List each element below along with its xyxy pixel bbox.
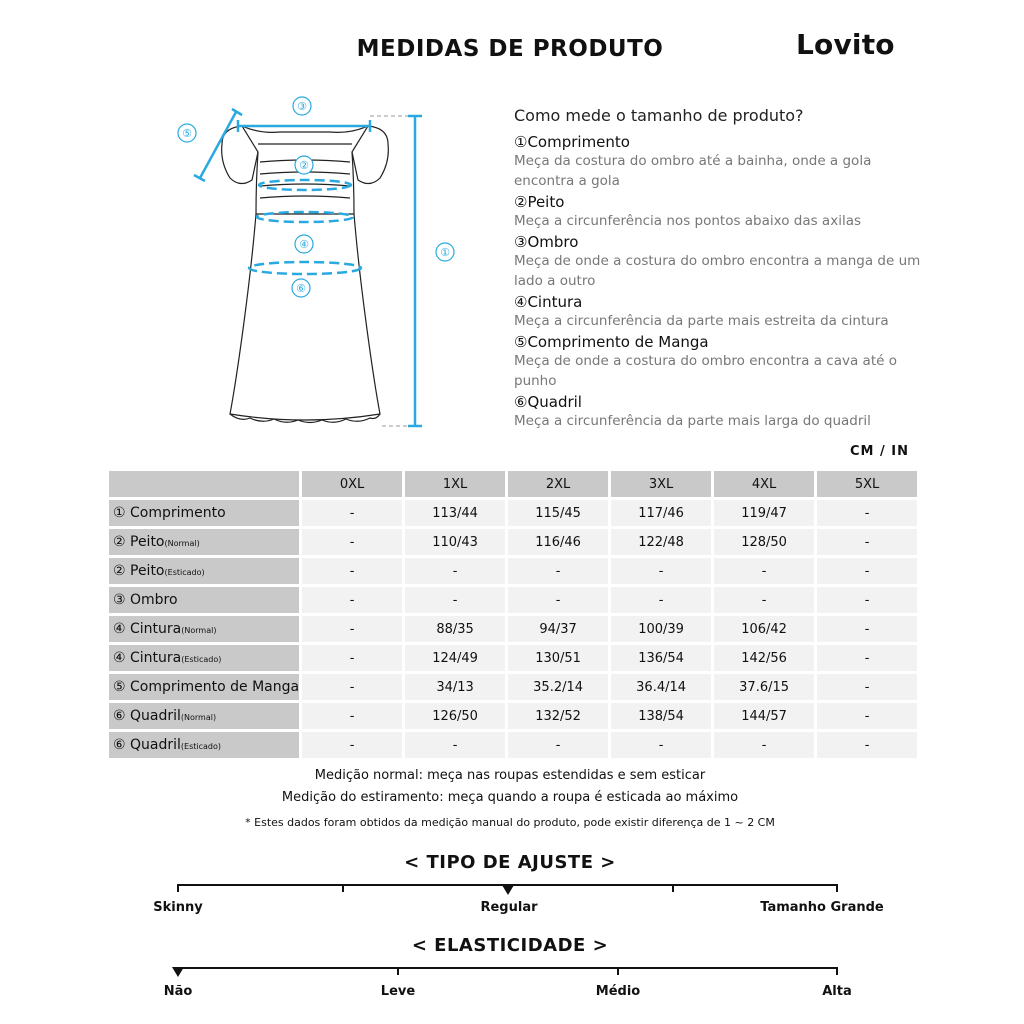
fit-scale-title: < TIPO DE AJUSTE > [404,852,616,873]
guide-item-desc: Meça a circunferência da parte mais larga do quadril [514,413,871,429]
table-cell: 124/49 [405,645,505,671]
measurement-guide [514,106,934,433]
table-cell: - [714,558,814,584]
table-cell: - [302,529,402,555]
fit-selected-marker-icon [502,885,514,895]
table-row [109,529,917,555]
table-cell: - [817,529,917,555]
table-cell: 136/54 [611,645,711,671]
size-header: 5XL [817,471,917,497]
note-stretch-measurement: Medição do estiramento: meça quando a roupa é esticada ao máximo [281,790,739,805]
elasticity-scale-line [178,967,838,969]
table-cell: 116/46 [508,529,608,555]
table-cell: - [302,558,402,584]
table-cell: - [817,732,917,758]
guide-item-head: ③Ombro [514,233,579,251]
table-corner [109,471,299,497]
table-cell: - [817,703,917,729]
row-label-text: ④ Cintura [113,650,182,666]
guide-item-desc: Meça da costura do ombro até a bainha, onde a gola encontra a gola [514,153,872,189]
guide-item-sleeve [514,333,934,391]
table-cell: 144/57 [714,703,814,729]
row-label-qualifier: (Normal) [180,713,217,722]
table-cell: - [302,674,402,700]
table-cell: - [817,587,917,613]
table-cell: 115/45 [508,500,608,526]
fit-label-regular: Regular [480,900,538,915]
guide-item-desc: Meça de onde a costura do ombro encontra a cava até o punho [514,353,897,389]
row-label [109,500,299,526]
row-label-text: ④ Cintura [113,621,182,637]
row-label-text: ② Peito [113,534,165,550]
guide-item-head: ①Comprimento [514,133,630,151]
table-cell: - [714,732,814,758]
guide-item-waist [514,293,934,331]
table-cell: 119/47 [714,500,814,526]
row-label-qualifier: (Esticado) [164,568,205,577]
guide-item-length [514,133,934,191]
table-cell: - [817,500,917,526]
elasticity-label-light: Leve [380,984,416,999]
marker-sleeve: ⑤ [182,127,192,140]
size-header: 2XL [508,471,608,497]
table-row [109,732,917,758]
table-cell: - [302,587,402,613]
table-cell: - [817,645,917,671]
table-cell: - [611,558,711,584]
elasticity-label-medium: Médio [595,984,641,999]
marker-waist: ④ [299,238,309,251]
table-cell: - [302,703,402,729]
row-label [109,674,299,700]
table-cell: 37.6/15 [714,674,814,700]
table-row [109,674,917,700]
fit-label-skinny: Skinny [153,900,203,915]
guide-question: Como mede o tamanho de produto? [514,106,804,125]
row-label-qualifier: (Normal) [164,539,200,548]
table-cell: - [714,587,814,613]
table-cell: 106/42 [714,616,814,642]
table-cell: 122/48 [611,529,711,555]
elasticity-scale-tick [397,967,399,975]
row-label [109,732,299,758]
size-header: 1XL [405,471,505,497]
table-cell: - [405,732,505,758]
guide-item-desc: Meça a circunferência da parte mais estreita da cintura [514,313,889,329]
guide-item-desc: Meça a circunferência nos pontos abaixo das axilas [514,213,862,229]
row-label [109,645,299,671]
table-cell: 110/43 [405,529,505,555]
elasticity-scale-title: < ELASTICIDADE > [411,935,609,956]
table-cell: - [817,674,917,700]
row-label-text: ③ Ombro [113,592,178,608]
guide-item-head: ⑤Comprimento de Manga [514,333,709,351]
size-header: 4XL [714,471,814,497]
table-cell: - [302,645,402,671]
table-cell: - [817,616,917,642]
dress-measurement-diagram [170,92,470,432]
size-header: 3XL [611,471,711,497]
elasticity-label-none: Não [163,984,193,999]
table-cell: - [302,500,402,526]
table-cell: 35.2/14 [508,674,608,700]
marker-hip: ⑥ [296,282,306,295]
table-cell: 138/54 [611,703,711,729]
table-row [109,587,917,613]
units-label: CM / IN [850,444,909,459]
row-label [109,587,299,613]
row-label [109,529,299,555]
row-label-text: ⑥ Quadril [113,708,181,724]
table-header-row [109,471,917,497]
table-cell: 132/52 [508,703,608,729]
table-cell: - [817,558,917,584]
elasticity-selected-marker-icon [172,967,184,977]
table-cell: - [302,616,402,642]
row-label-qualifier: (Esticado) [181,655,222,664]
table-cell: 126/50 [405,703,505,729]
row-label [109,558,299,584]
guide-item-desc: Meça de onde a costura do ombro encontra a manga de um lado a outro [514,253,921,289]
row-label-text: ⑤ Comprimento de Manga [113,679,300,695]
fit-scale-tick [177,884,179,892]
table-cell: - [302,732,402,758]
marker-chest: ② [299,159,309,172]
table-cell: 94/37 [508,616,608,642]
table-body [109,500,917,758]
fit-scale-tick [836,884,838,892]
fit-scale-tick [342,884,344,892]
table-row [109,616,917,642]
table-cell: 100/39 [611,616,711,642]
elasticity-label-high: Alta [822,984,852,999]
note-disclaimer: * Estes dados foram obtidos da medição manual do produto, pode existir diferença de 1 ~ 2 CM [245,816,775,829]
table-cell: 128/50 [714,529,814,555]
table-cell: - [508,732,608,758]
note-normal-measurement: Medição normal: meça nas roupas estendidas e sem esticar [314,768,706,783]
table-row [109,645,917,671]
guide-item-head: ②Peito [514,193,565,211]
guide-item-head: ④Cintura [514,293,583,311]
marker-length: ① [440,246,450,259]
table-cell: - [611,732,711,758]
table-cell: 34/13 [405,674,505,700]
table-cell: 142/56 [714,645,814,671]
marker-shoulder: ③ [297,100,307,113]
row-label-qualifier: (Normal) [181,626,217,635]
size-table [106,468,920,761]
guide-item-shoulder [514,233,934,291]
table-cell: 117/46 [611,500,711,526]
fit-label-large: Tamanho Grande [760,900,884,915]
table-row [109,558,917,584]
size-header: 0XL [302,471,402,497]
fit-scale-tick [672,884,674,892]
table-cell: 113/44 [405,500,505,526]
elasticity-scale-tick [836,967,838,975]
guide-item-chest [514,193,934,231]
row-label-text: ⑥ Quadril [113,737,181,753]
row-label [109,703,299,729]
row-label-text: ② Peito [113,563,165,579]
brand-logo: Lovito [796,28,895,61]
table-cell: - [508,558,608,584]
page-title: MEDIDAS DE PRODUTO [356,36,664,62]
table-cell: - [508,587,608,613]
row-label-qualifier: (Esticado) [180,742,222,751]
table-cell: 36.4/14 [611,674,711,700]
guide-item-head: ⑥Quadril [514,393,582,411]
table-cell: - [611,587,711,613]
table-cell: - [405,558,505,584]
table-cell: 130/51 [508,645,608,671]
table-row [109,500,917,526]
row-label-text: ① Comprimento [113,505,226,521]
elasticity-scale-tick [617,967,619,975]
table-row [109,703,917,729]
table-cell: - [405,587,505,613]
guide-item-hip [514,393,934,431]
row-label [109,616,299,642]
table-cell: 88/35 [405,616,505,642]
